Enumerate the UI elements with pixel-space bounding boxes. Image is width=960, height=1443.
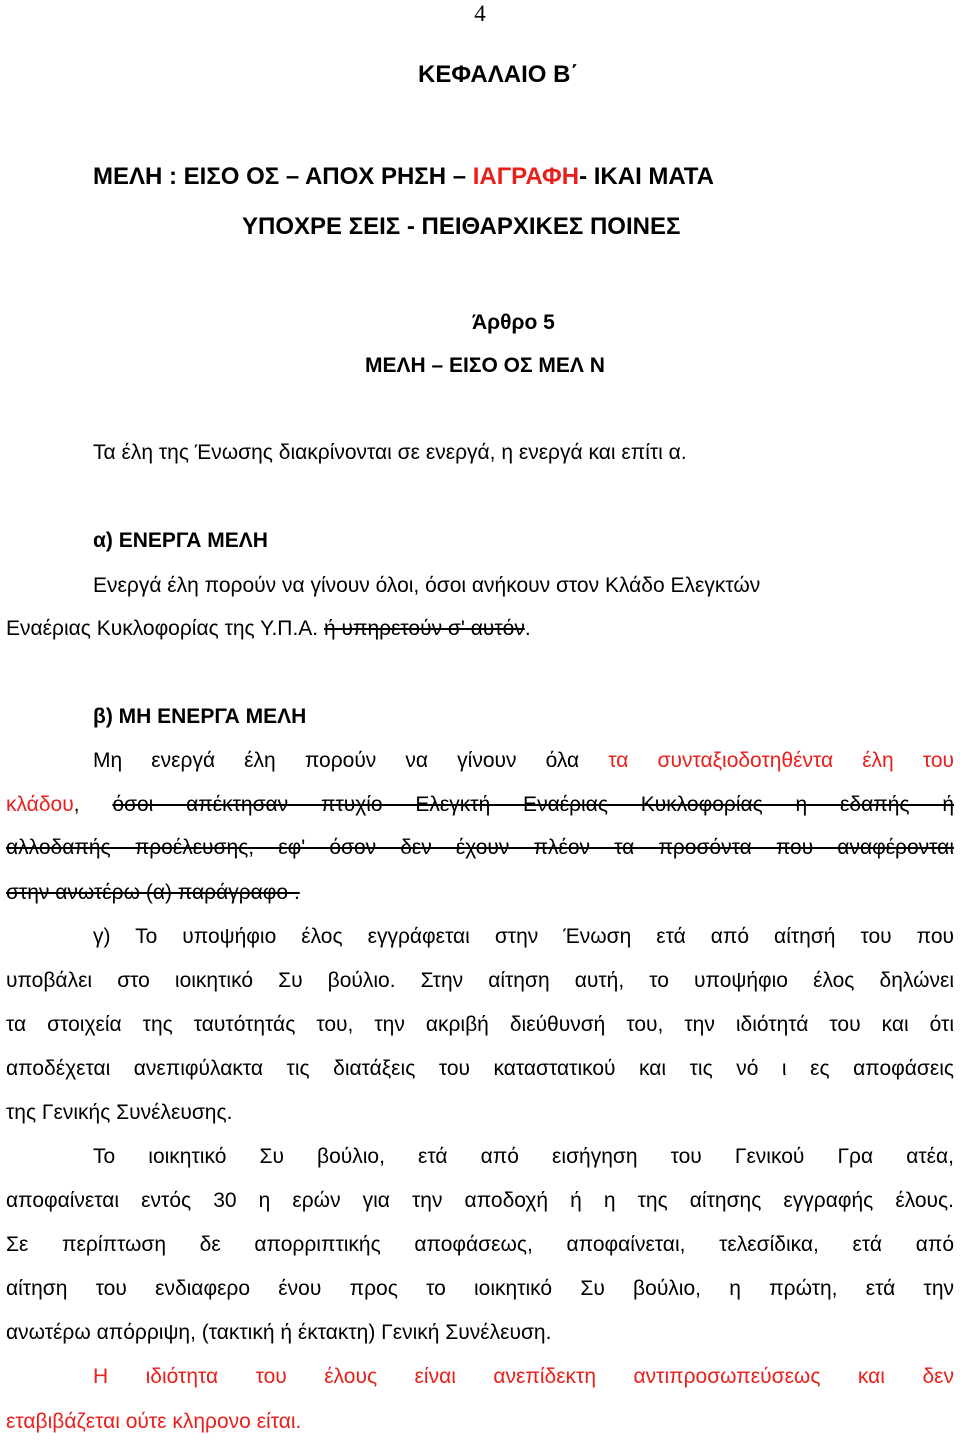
article-title: ΜΕΛΗ – ΕΙΣΟ ΟΣ ΜΕΛ Ν (365, 354, 605, 377)
section-a-title: α) ΕΝΕΡΓΑ ΜΕΛΗ (93, 529, 268, 552)
section-a-line-2-text: Εναέριας Κυκλοφορίας της Υ.Π.Α. (6, 617, 324, 640)
section-b-line-1-text: Μη ενεργά έλη πορούν να γίνουν όλα (93, 749, 609, 772)
section-c-line-2: υποβάλει στο ιοικητικό Συ βούλιο. Στην αίτηση αυτή, το υποψήφιο έλος δηλώνει (6, 969, 954, 992)
section-c-line-5: της Γενικής Συνέλευσης. (6, 1101, 233, 1124)
section-b-line-1 (93, 749, 954, 773)
section-c-line-1: γ) Το υποψήφιο έλος εγγράφεται στην Ένωση ετά από αίτησή του που (93, 925, 954, 948)
section-b-line-2-red: κλάδου (6, 793, 74, 816)
section-b-line-2-sep: , (73, 793, 113, 816)
board-paragraph-line-5: ανωτέρω απόρριψη, (τακτική ή έκτακτη) Γενική Συνέλευση. (6, 1321, 552, 1344)
red-paragraph-line-1: Η ιδιότητα του έλους είναι ανεπίδεκτη αντιπροσωπεύσεως και δεν (93, 1365, 954, 1388)
chapter-title: ΚΕΦΑΛΑΙΟ Β΄ (418, 61, 579, 88)
board-paragraph-line-1: Το ιοικητικό Συ βούλιο, ετά από εισήγηση του Γενικού Γρα ατέα, (93, 1145, 954, 1168)
red-paragraph-line-2: εταβιβάζεται ούτε κληρονο είται. (6, 1410, 302, 1433)
section-a-line-2 (6, 617, 531, 641)
section-a-struck-text: ή υπηρετούν σ' αυτόν (323, 617, 525, 640)
page-number: 4 (474, 1, 486, 26)
heading-line-2: ΥΠΟΧΡΕ ΣΕΙΣ - ΠΕΙΘΑΡΧΙΚΕΣ ΠΟΙΝΕΣ (242, 213, 681, 240)
board-paragraph-line-2: αποφαίνεται εντός 30 η ερών για την αποδοχή ή η της αίτησης εγγραφής έλους. (6, 1189, 954, 1212)
board-paragraph-line-4: αίτηση του ενδιαφερο ένου προς το ιοικητικό Συ βούλιο, η πρώτη, ετά την (6, 1277, 954, 1300)
section-b-line-3: αλλοδαπής προέλευσης, εφ' όσον δεν έχουν πλέον τα προσόντα που αναφέρονται (6, 836, 954, 859)
heading-line-1-part-a: ΜΕΛΗ : ΕΙΣΟ ΟΣ – ΑΠΟΧ ΡΗΣΗ – (93, 163, 473, 190)
section-b-title: β) ΜΗ ΕΝΕΡΓΑ ΜΕΛΗ (93, 705, 307, 728)
section-a-line-2-end: . (524, 617, 531, 640)
section-c-line-4: αποδέχεται ανεπιφύλακτα τις διατάξεις του καταστατικού και τις νό ι ες αποφάσεις (6, 1057, 954, 1080)
intro-paragraph: Τα έλη της Ένωσης διακρίνονται σε ενεργά, η ενεργά και επίτι α. (93, 441, 687, 464)
section-b-line-2-struck: όσοι απέκτησαν πτυχίο Ελεγκτή Εναέριας Κυκλοφορίας η εδαπής ή (112, 793, 955, 816)
section-c-line-3: τα στοιχεία της ταυτότητάς του, την ακριβή διεύθυνσή του, την ιδιότητά του και ότι (6, 1013, 954, 1036)
section-b-line-1-red: τα συνταξιοδοτηθέντα έλη του (608, 749, 955, 772)
board-paragraph-line-3: Σε περίπτωση δε απορριπτικής αποφάσεως, αποφαίνεται, τελεσίδικα, ετά από (6, 1233, 954, 1256)
heading-line-1-red: ΙΑΓΡΑΦΗ (472, 163, 580, 190)
article-number: Άρθρο 5 (472, 311, 555, 334)
section-b-line-2 (6, 793, 954, 817)
heading-line-1 (93, 163, 714, 191)
section-b-line-4: στην ανωτέρω (α) παράγραφο . (6, 881, 300, 904)
heading-line-1-part-b: - ΙΚΑΙ ΜΑΤΑ (579, 163, 714, 190)
section-a-line-1: Ενεργά έλη πορούν να γίνουν όλοι, όσοι ανήκουν στον Κλάδο Ελεγκτών (93, 574, 761, 597)
